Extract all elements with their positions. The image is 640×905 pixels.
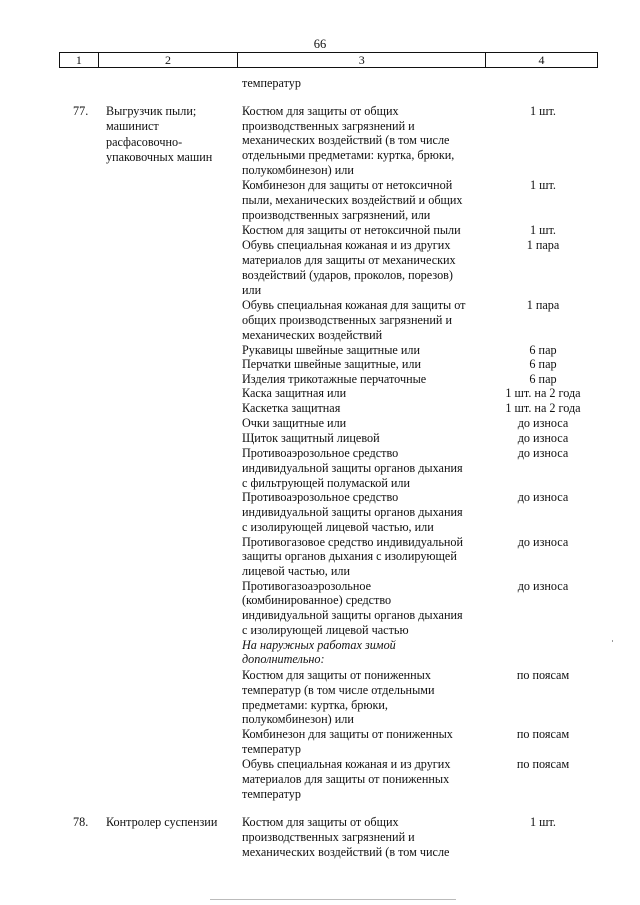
ppe-item-text: Изделия трикотажные перчаточные (242, 372, 427, 386)
ppe-line (0, 193, 640, 208)
ppe-item-text: Очки защитные или (242, 416, 347, 430)
entry-number: 77. (73, 104, 89, 118)
ppe-line (0, 772, 640, 787)
ppe-item-text: Каска защитная или (242, 386, 347, 400)
ppe-line (0, 104, 640, 119)
ppe-item-quantity: до износа (517, 579, 569, 593)
ppe-line (0, 401, 640, 416)
ppe-item-text: Перчатки швейные защитные, или (242, 357, 422, 371)
ppe-item-quantity: до износа (517, 431, 569, 445)
ppe-item-text: воздействий (ударов, проколов, порезов) (242, 268, 453, 282)
ppe-line (0, 148, 640, 163)
page-number: 66 (313, 37, 327, 51)
ppe-line (0, 698, 640, 713)
ppe-line (0, 253, 640, 268)
ppe-line (0, 163, 640, 178)
ppe-item-quantity: 1 шт. на 2 года (505, 401, 581, 415)
ppe-item-text: температур (242, 742, 301, 756)
ppe-line (0, 490, 640, 505)
ppe-line (0, 520, 640, 535)
ppe-item-text: материалов для защиты от механических (242, 253, 456, 267)
ppe-item-text: Костюм для защиты от общих (242, 815, 399, 829)
ppe-item-text: Противогазовое средство индивидуальной (242, 535, 464, 549)
scan-artifact-line (210, 899, 456, 900)
ppe-item-quantity: 1 пара (526, 298, 560, 312)
ppe-item-quantity: 1 шт. (530, 223, 556, 237)
column-header-4: 4 (486, 53, 598, 68)
ppe-item-text: температур (в том числе отдельными (242, 683, 435, 697)
ppe-line (0, 564, 640, 579)
ppe-line (0, 431, 640, 446)
ppe-line (0, 727, 640, 742)
ppe-item-quantity: до износа (517, 490, 569, 504)
ppe-line (0, 461, 640, 476)
ppe-item-text: индивидуальной защиты органов дыхания (242, 608, 463, 622)
ppe-item-text: температур (242, 76, 301, 90)
ppe-item-quantity: 1 пара (526, 238, 560, 252)
ppe-line (0, 76, 640, 91)
ppe-line (0, 593, 640, 608)
ppe-line (0, 416, 640, 431)
ppe-item-text: На наружных работах зимой (242, 638, 396, 652)
column-header-table (59, 52, 598, 68)
ppe-item-quantity: до износа (517, 416, 569, 430)
ppe-item-text: механических воздействий (в том числе (242, 133, 450, 147)
ppe-line (0, 372, 640, 387)
ppe-line (0, 223, 640, 238)
ppe-line (0, 476, 640, 491)
ppe-item-text: отдельными предметами: куртка, брюки, (242, 148, 455, 162)
ppe-item-text: Обувь специальная кожаная и из других (242, 238, 451, 252)
ppe-item-text: Противоаэрозольное средство (242, 446, 399, 460)
ppe-item-text: Костюм для защиты от общих (242, 104, 399, 118)
ppe-line (0, 787, 640, 802)
ppe-line (0, 119, 640, 134)
ppe-line (0, 845, 640, 860)
ppe-item-text: полукомбинезон) или (242, 163, 354, 177)
ppe-item-text: Обувь специальная кожаная для защиты от (242, 298, 466, 312)
ppe-line (0, 638, 640, 653)
ppe-item-quantity: 6 пар (529, 343, 557, 357)
ppe-item-text: защиты органов дыхания с изолирующей (242, 549, 457, 563)
ppe-item-text: Комбинезон для защиты от пониженных (242, 727, 453, 741)
ppe-line (0, 328, 640, 343)
ppe-item-quantity: до износа (517, 446, 569, 460)
ppe-line (0, 283, 640, 298)
ppe-item-text: Костюм для защиты от пониженных (242, 668, 431, 682)
ppe-line (0, 668, 640, 683)
ppe-item-text: Противогазоаэрозольное (242, 579, 372, 593)
ppe-line (0, 343, 640, 358)
ppe-line (0, 608, 640, 623)
column-header-2: 2 (98, 53, 238, 68)
ppe-item-text: общих производственных загрязнений и (242, 313, 453, 327)
ppe-item-text: пыли, механических воздействий и общих (242, 193, 463, 207)
ppe-item-text: Комбинезон для защиты от нетоксичной (242, 178, 453, 192)
ppe-line (0, 208, 640, 223)
ppe-line (0, 298, 640, 313)
ppe-item-quantity: 1 шт. (530, 178, 556, 192)
scan-artifact-dot (612, 640, 613, 642)
ppe-item-text: температур (242, 787, 301, 801)
ppe-item-text: Каскетка защитная (242, 401, 341, 415)
ppe-item-text: механических воздействий (в том числе (242, 845, 450, 859)
ppe-item-quantity: по поясам (516, 668, 570, 682)
ppe-line (0, 549, 640, 564)
ppe-line (0, 313, 640, 328)
ppe-item-text: Обувь специальная кожаная и из других (242, 757, 451, 771)
ppe-line (0, 446, 640, 461)
ppe-item-text: индивидуальной защиты органов дыхания (242, 505, 463, 519)
ppe-item-text: индивидуальной защиты органов дыхания (242, 461, 463, 475)
ppe-line (0, 683, 640, 698)
ppe-line (0, 357, 640, 372)
column-header-1: 1 (60, 53, 99, 68)
ppe-line (0, 712, 640, 727)
ppe-item-quantity: 6 пар (529, 357, 557, 371)
ppe-item-text: с фильтрующей полумаской или (242, 476, 411, 490)
ppe-line (0, 652, 640, 667)
ppe-line (0, 133, 640, 148)
ppe-item-text: с изолирующей лицевой частью, или (242, 520, 434, 534)
ppe-item-text: предметами: куртка, брюки, (242, 698, 388, 712)
ppe-line (0, 535, 640, 550)
ppe-item-text: Противоаэрозольное средство (242, 490, 399, 504)
entry-position: Выгрузчик пыли; машинист расфасовочно-упаковочных машин (106, 104, 213, 164)
ppe-line (0, 757, 640, 772)
column-header-3: 3 (238, 53, 486, 68)
ppe-item-text: полукомбинезон) или (242, 712, 354, 726)
ppe-item-text: (комбинированное) средство (242, 593, 392, 607)
ppe-item-text: производственных загрязнений и (242, 119, 415, 133)
ppe-line (0, 386, 640, 401)
ppe-item-quantity: 6 пар (529, 372, 557, 386)
ppe-line (0, 623, 640, 638)
ppe-item-text: материалов для защиты от пониженных (242, 772, 450, 786)
ppe-item-text: с изолирующей лицевой частью (242, 623, 409, 637)
ppe-item-text: дополнительно: (242, 652, 325, 666)
ppe-line (0, 579, 640, 594)
ppe-item-quantity: 1 шт. на 2 года (505, 386, 581, 400)
ppe-line (0, 815, 640, 830)
ppe-item-text: лицевой частью, или (242, 564, 351, 578)
ppe-line (0, 178, 640, 193)
entry-position: Контролер суспензии (106, 815, 218, 829)
ppe-line (0, 505, 640, 520)
ppe-item-quantity: по поясам (516, 757, 570, 771)
ppe-item-text: или (242, 283, 262, 297)
ppe-item-text: механических воздействий (242, 328, 383, 342)
entry-number: 78. (73, 815, 89, 829)
ppe-item-quantity: 1 шт. (530, 104, 556, 118)
ppe-line (0, 742, 640, 757)
ppe-item-text: производственных загрязнений, или (242, 208, 431, 222)
ppe-item-text: Рукавицы швейные защитные или (242, 343, 420, 357)
ppe-line (0, 268, 640, 283)
ppe-item-text: Костюм для защиты от нетоксичной пыли (242, 223, 461, 237)
ppe-line (0, 238, 640, 253)
ppe-item-quantity: 1 шт. (530, 815, 556, 829)
ppe-item-quantity: по поясам (516, 727, 570, 741)
ppe-item-text: Щиток защитный лицевой (242, 431, 380, 445)
ppe-line (0, 830, 640, 845)
ppe-item-text: производственных загрязнений и (242, 830, 415, 844)
ppe-item-quantity: до износа (517, 535, 569, 549)
